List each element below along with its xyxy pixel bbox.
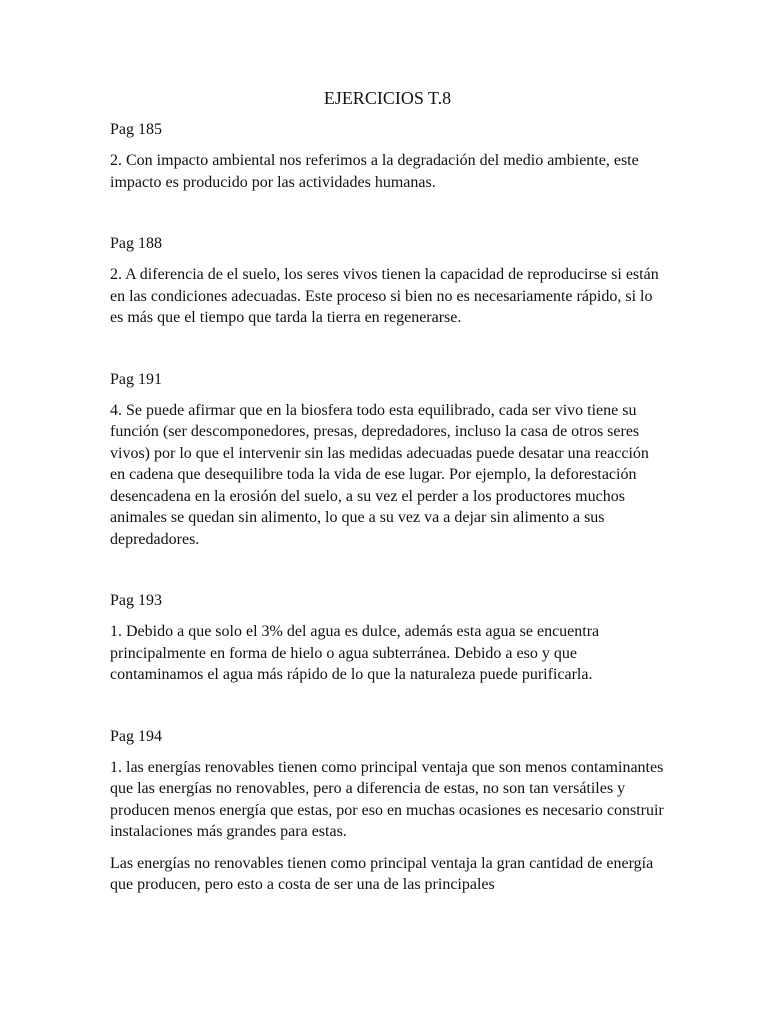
document-page bbox=[110, 87, 665, 906]
answer-paragraph: 2. Con impacto ambiental nos referimos a la degradación del medio ambiente, este impacto es producido por las actividades humanas. bbox=[110, 152, 639, 191]
answer-paragraph: 2. A diferencia de el suelo, los seres vivos tienen la capacidad de reproducirse si están en las condiciones adecuadas. Este proceso si bien no es necesariamente rápido, si lo es más que el tiempo que tarda la tierra en regenerarse. bbox=[110, 266, 659, 326]
page-reference: Pag 194 bbox=[110, 727, 162, 745]
section-gap bbox=[110, 203, 665, 233]
page-reference: Pag 188 bbox=[110, 235, 162, 252]
section-pag-185 bbox=[110, 119, 665, 193]
page-reference: Pag 191 bbox=[110, 370, 162, 388]
answer-paragraph: 1. las energías renovables tienen como principal ventaja que son menos contaminantes que las energías no renovables, pero a diferencia de estas, no son tan versátiles y producen menos energía que estas, por eso en muchas ocasiones es necesario construir instalaciones más grandes para estas. bbox=[110, 758, 664, 840]
answer-paragraph: 1. Debido a que solo el 3% del agua es dulce, además esta agua se encuentra principalmente en forma de hielo o agua subterránea. Debido a eso y que contaminamos el agua más rápido de lo que la naturaleza puede purificarla. bbox=[110, 623, 600, 683]
section-gap bbox=[110, 560, 665, 590]
section-pag-188 bbox=[110, 233, 665, 329]
answer-paragraph: Las energías no renovables tienen como principal ventaja la gran cantidad de energía que producen, pero esto a costa de ser una de las principales bbox=[110, 854, 654, 893]
section-gap bbox=[110, 696, 665, 726]
page-reference: Pag 185 bbox=[110, 121, 162, 138]
section-pag-191 bbox=[110, 369, 665, 551]
section-pag-193 bbox=[110, 590, 665, 686]
document-title: EJERCICIOS T.8 bbox=[323, 88, 452, 108]
section-gap bbox=[110, 339, 665, 369]
page-reference: Pag 193 bbox=[110, 592, 162, 609]
answer-paragraph: 4. Se puede afirmar que en la biosfera todo esta equilibrado, cada ser vivo tiene su función (ser descomponedores, presas, depredadores, incluso la casa de otros seres vivos) por lo que el intervenir sin las medidas adecuadas puede desatar una reacción en cadena que desequilibre toda la vida de ese lugar. Por ejemplo, la deforestación desencadena en la erosión del suelo, a su vez el perder a los productores muchos animales se quedan sin alimento, lo que a su vez va a dejar sin alimento a sus depredadores. bbox=[110, 401, 649, 548]
section-pag-194 bbox=[110, 726, 665, 896]
